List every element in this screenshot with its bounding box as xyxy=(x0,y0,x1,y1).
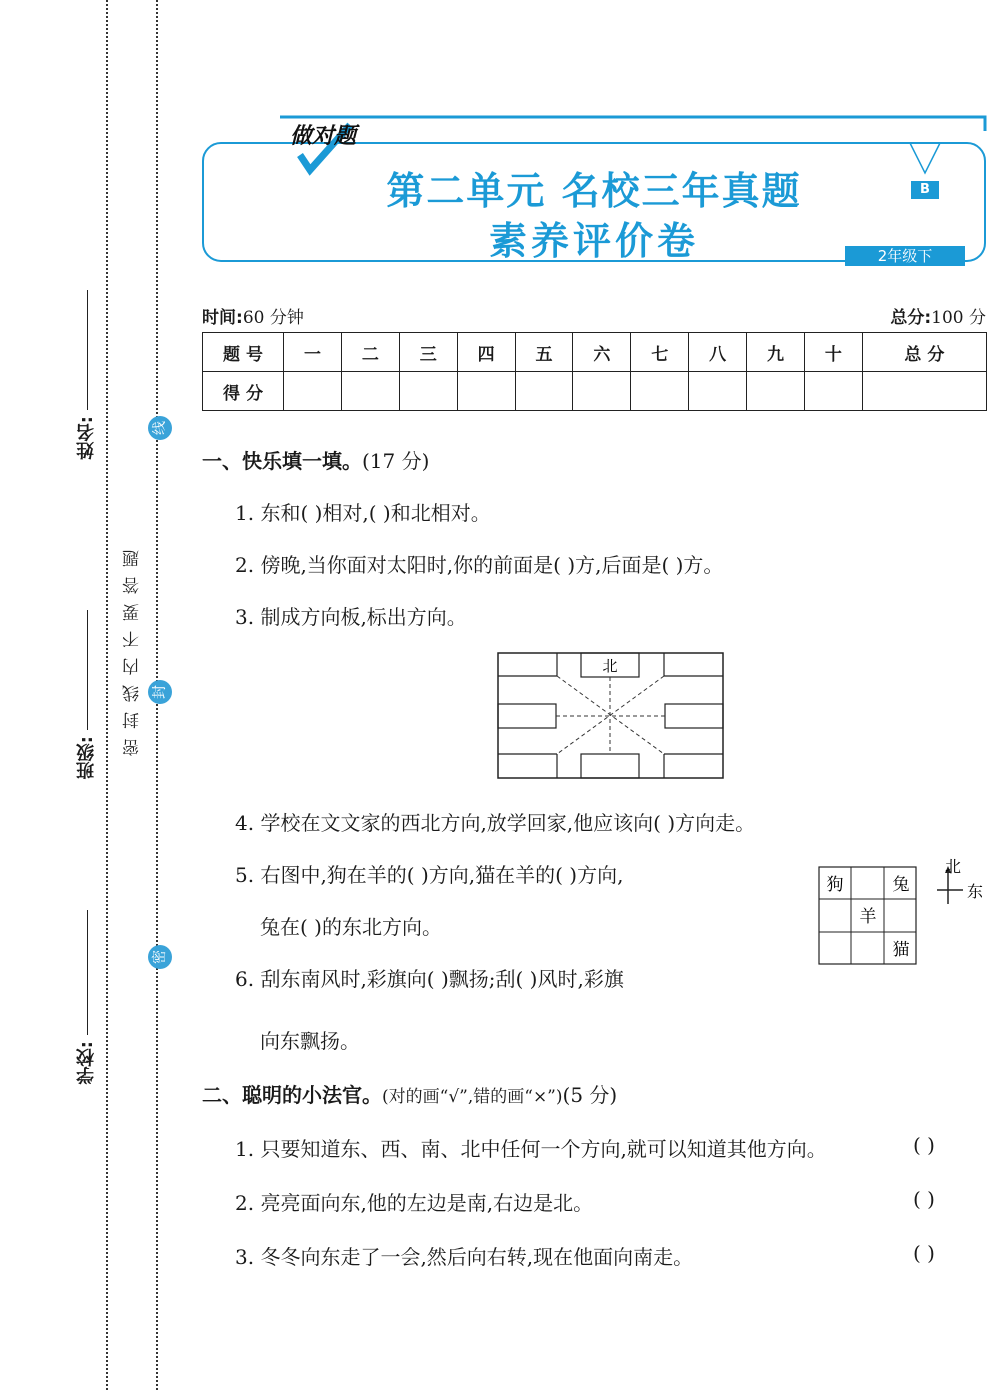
board-north-label: 北 xyxy=(602,657,618,675)
page-title: 第二单元 名校三年真题 xyxy=(386,169,802,213)
table-header-cell: 总 分 xyxy=(862,333,986,372)
score-cell[interactable] xyxy=(747,372,805,411)
table-header-cell: 三 xyxy=(399,333,457,372)
answer-bracket-2-2[interactable]: ( ) xyxy=(913,1187,935,1211)
animal-grid-diagram xyxy=(818,866,918,966)
question-1-6b: 向东飘扬。 xyxy=(260,1029,360,1053)
table-row xyxy=(203,333,987,372)
table-header-cell: 四 xyxy=(457,333,515,372)
class-field[interactable] xyxy=(74,610,100,779)
section-1-title: 一、快乐填一填。 xyxy=(202,449,362,473)
section-2-note: (对的画“√”,错的画“×”) xyxy=(382,1087,563,1107)
class-label: 班级: xyxy=(76,736,97,780)
name-label: 姓名: xyxy=(76,416,97,460)
question-1-4: 4. 学校在文文家的西北方向,放学回家,他应该向( )方向走。 xyxy=(235,811,756,835)
seal-char-line: 线 xyxy=(148,416,172,440)
table-header-cell: 一 xyxy=(284,333,342,372)
compass-arrow-icon xyxy=(935,858,995,908)
class-line xyxy=(87,610,88,730)
question-1-6a: 6. 刮东南风时,彩旗向( )飘扬;刮( )风时,彩旗 xyxy=(235,967,624,991)
seal-char-seal: 封 xyxy=(148,680,172,704)
answer-bracket-2-3[interactable]: ( ) xyxy=(913,1241,935,1265)
name-line xyxy=(87,290,88,410)
time-info xyxy=(202,303,304,328)
compass-north-label: 北 xyxy=(945,858,962,876)
question-2-1: 1. 只要知道东、西、南、北中任何一个方向,就可以知道其他方向。 xyxy=(235,1137,827,1161)
table-header-cell: 六 xyxy=(573,333,631,372)
section-1-points: (17 分) xyxy=(362,449,430,473)
score-cell[interactable] xyxy=(573,372,631,411)
cut-line-outer xyxy=(106,0,108,1390)
table-header-cell: 九 xyxy=(747,333,805,372)
score-cell[interactable] xyxy=(689,372,747,411)
grid-cell-sheep: 羊 xyxy=(859,907,877,927)
grade-badge: 2年级下 xyxy=(845,246,965,266)
table-row xyxy=(203,372,987,411)
score-cell[interactable] xyxy=(631,372,689,411)
question-1-2: 2. 傍晚,当你面对太阳时,你的前面是( )方,后面是( )方。 xyxy=(235,553,724,577)
score-row-label: 得 分 xyxy=(203,372,284,411)
section-2-heading xyxy=(202,1079,617,1108)
score-cell[interactable] xyxy=(399,372,457,411)
compass-rose xyxy=(935,858,995,908)
score-cell[interactable] xyxy=(804,372,862,411)
total-label: 总分: xyxy=(890,308,932,328)
grid-cell-rabbit: 兔 xyxy=(892,875,910,895)
score-cell[interactable] xyxy=(515,372,573,411)
page-subtitle: 素养评价卷 xyxy=(488,219,699,263)
answer-bracket-2-1[interactable]: ( ) xyxy=(913,1133,935,1157)
time-value: 60 分钟 xyxy=(242,308,304,328)
score-cell[interactable] xyxy=(341,372,399,411)
school-line xyxy=(87,910,88,1035)
total-info xyxy=(890,303,986,328)
compass-east-label: 东 xyxy=(967,882,984,901)
score-cell[interactable] xyxy=(862,372,986,411)
question-2-3: 3. 冬冬向东走了一会,然后向右转,现在他面向南走。 xyxy=(235,1245,694,1269)
header-banner xyxy=(200,115,988,270)
school-field[interactable] xyxy=(74,910,100,1084)
section-1-heading xyxy=(202,445,429,474)
table-header-cell: 二 xyxy=(341,333,399,372)
school-label: 学校: xyxy=(76,1041,97,1085)
table-header-cell: 十 xyxy=(804,333,862,372)
animal-grid xyxy=(818,866,918,970)
question-1-5b: 兔在( )的东北方向。 xyxy=(260,915,442,939)
question-1-3: 3. 制成方向板,标出方向。 xyxy=(235,605,467,629)
question-2-2: 2. 亮亮面向东,他的左边是南,右边是北。 xyxy=(235,1191,594,1215)
score-table xyxy=(202,332,987,411)
table-header-cell: 题 号 xyxy=(203,333,284,372)
question-1-1: 1. 东和( )相对,( )和北相对。 xyxy=(235,501,491,525)
section-2-title: 二、聪明的小法官。 xyxy=(202,1083,382,1107)
direction-board xyxy=(497,652,725,784)
direction-board-diagram xyxy=(497,652,725,780)
section-2-points: (5 分) xyxy=(562,1083,618,1107)
grid-cell-dog: 狗 xyxy=(826,875,844,895)
question-1-5a: 5. 右图中,狗在羊的( )方向,猫在羊的( )方向, xyxy=(235,863,624,887)
score-cell[interactable] xyxy=(284,372,342,411)
table-header-cell: 七 xyxy=(631,333,689,372)
brand-logo: 做对题 xyxy=(290,124,357,149)
version-badge: B xyxy=(911,181,939,199)
score-cell[interactable] xyxy=(457,372,515,411)
name-field[interactable] xyxy=(74,290,100,459)
total-value: 100 分 xyxy=(931,308,986,328)
seal-char-secret: 密 xyxy=(148,945,172,969)
seal-note: 密封线内不要答题 xyxy=(123,540,143,756)
table-header-cell: 八 xyxy=(689,333,747,372)
grid-cell-cat: 猫 xyxy=(892,940,910,960)
table-header-cell: 五 xyxy=(515,333,573,372)
time-label: 时间: xyxy=(202,308,243,328)
